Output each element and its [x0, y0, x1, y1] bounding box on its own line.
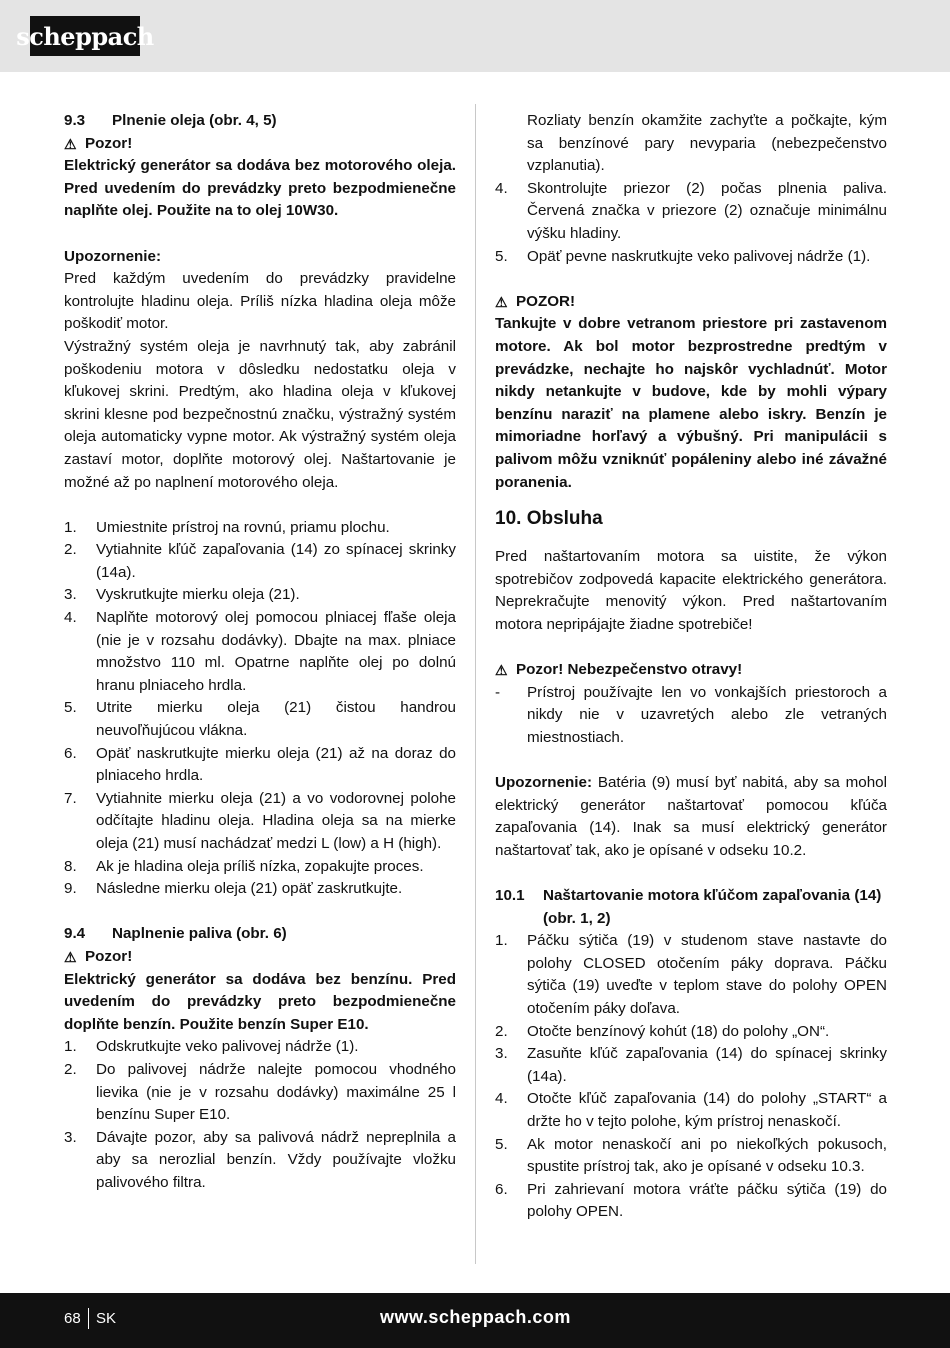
- list-item: [64, 1059, 456, 1127]
- item-number: 3.: [495, 1045, 508, 1063]
- dash-bullet: -: [495, 683, 501, 701]
- list-item: [495, 246, 887, 269]
- fuel-steps-list-continued: [495, 178, 887, 268]
- section-number: 9.4: [64, 925, 86, 943]
- item-text: Následne mierku oleja (21) opäť zaskrutkujte.: [96, 880, 403, 898]
- item-number: 5.: [495, 247, 508, 265]
- fuel-step-continuation: Rozliaty benzín okamžite zachyťte a počkajte, kým sa benzínové pary nevyparia (nebezpečenstvo vzplanutia).: [527, 112, 887, 175]
- item-number: 3.: [64, 586, 77, 604]
- list-item: [64, 788, 456, 856]
- note-paragraph-1: Pred každým uvedením do prevádzky pravidelne kontrolujte hladinu oleja. Príliš nízka hladina oleja môže poškodiť motor.: [64, 270, 456, 333]
- section-number: 9.3: [64, 112, 86, 129]
- item-number: 3.: [64, 1128, 77, 1146]
- item-number: 6.: [495, 1180, 508, 1198]
- item-text: Vyskrutkujte mierku oleja (21).: [96, 586, 300, 604]
- item-number: 1.: [495, 932, 508, 950]
- list-item: [64, 743, 456, 788]
- warning-triangle-icon: ⚠: [495, 662, 508, 679]
- list-item: [64, 697, 456, 742]
- column-divider: [475, 104, 476, 1264]
- section-9-3-heading: [64, 110, 456, 133]
- section-title: Naštartovanie motora kľúčom zapaľovania (14) (obr. 1, 2): [543, 887, 882, 927]
- item-number: 2.: [495, 1022, 508, 1040]
- note-label: Upozornenie:: [495, 774, 593, 792]
- note-paragraph-2: Výstražný systém oleja je navrhnutý tak, aby zabránil poškodeniu motora v dôsledku nedostatku oleja v kľukovej skrini. Predtým, ako hladina oleja v kľukovej skrini klesne pod bezpečnostnú značku, výstražný systém oleja automaticky vypne motor. Ak výstražný systém oleja zastaví motor, doplňte motorový olej. Naštartovanie je možné až po naplnení motorového oleja.: [64, 337, 456, 491]
- top-bar: [0, 0, 950, 72]
- list-item: [64, 584, 456, 607]
- oil-warning-text: Elektrický generátor sa dodáva bez motorového oleja. Pred uvedením do prevádzky preto bezpodmienečne naplňte olej. Použite na to olej 10W30.: [64, 157, 456, 220]
- item-number: 4.: [64, 609, 77, 627]
- warning-heading: [495, 659, 887, 682]
- language-code: SK: [96, 1310, 117, 1327]
- list-item: [495, 1043, 887, 1088]
- note-heading: Upozornenie:: [64, 247, 162, 265]
- list-item: [64, 539, 456, 584]
- warning-triangle-icon: ⚠: [64, 948, 77, 965]
- list-item: [64, 1036, 456, 1059]
- item-text: Umiestnite prístroj na rovnú, priamu plochu.: [96, 518, 390, 536]
- item-number: 2.: [64, 541, 77, 559]
- warning-heading: [64, 133, 456, 156]
- item-text: Otočte kľúč zapaľovania (14) do polohy „START“ a držte ho v tejto polohe, kým prístroj nenaskočí.: [527, 1090, 887, 1130]
- fuel-warning-text: Elektrický generátor sa dodáva bez benzínu. Pred uvedením do prevádzky preto bezpodmienečne doplňte benzín. Použite benzín Super E10.: [64, 970, 456, 1033]
- note-text: Batéria (9) musí byť nabitá, aby sa mohol elektrický generátor naštartovať pomocou kľúča zapaľovania (14). Inak sa musí elektrický generátor naštartovať tak, ako je opísané v odseku 10.2.: [495, 774, 887, 859]
- list-item: [64, 517, 456, 540]
- item-text: Dávajte pozor, aby sa palivová nádrž nepreplnila a aby sa nerozlial benzín. Vždy používajte vložku palivového filtra.: [96, 1128, 456, 1191]
- list-item: [495, 1021, 887, 1044]
- item-text: Opäť pevne naskrutkujte veko palivovej nádrže (1).: [527, 247, 871, 265]
- item-number: 2.: [64, 1060, 77, 1078]
- page-number: 68: [64, 1310, 81, 1327]
- warning-heading: [495, 291, 887, 314]
- list-item: [64, 856, 456, 879]
- item-text: Vytiahnite kľúč zapaľovania (14) zo spínacej skrinky (14a).: [96, 541, 456, 581]
- section-9-4-heading: [64, 923, 456, 946]
- warning-label: Pozor!: [85, 134, 133, 152]
- item-number: 7.: [64, 789, 77, 807]
- poison-warning-text: Prístroj používajte len vo vonkajších priestoroch a nikdy nie v uzavretých alebo zle vetraných miestnostiach.: [527, 683, 887, 746]
- warning-label: Pozor! Nebezpečenstvo otravy!: [516, 661, 743, 679]
- fuel-steps-list: [64, 1036, 456, 1194]
- oil-steps-list: [64, 517, 456, 901]
- item-text: Vytiahnite mierku oleja (21) a vo vodorovnej polohe odčítajte hladinu oleja. Hladina oleja sa na mierke oleja (21) musí nachádzať medzi L (low) a H (high).: [96, 789, 456, 852]
- warning-label: POZOR!: [516, 292, 576, 310]
- operation-intro: Pred naštartovaním motora sa uistite, že výkon spotrebičov zodpovedá kapacite elektrického generátora. Neprekračujte menovitý výkon. Pred naštartovaním motora nepripájajte žiadne spotrebiče!: [495, 548, 887, 633]
- section-title: Plnenie oleja (obr. 4, 5): [112, 112, 277, 129]
- item-number: 5.: [495, 1135, 508, 1153]
- list-item: [64, 878, 456, 901]
- warning-triangle-icon: ⚠: [64, 135, 77, 152]
- poison-warning-item: [495, 682, 887, 750]
- right-column: [495, 110, 887, 1224]
- section-number: 10.1: [495, 887, 525, 904]
- section-10-heading: 10. Obsluha: [495, 508, 603, 530]
- scheppach-logo: scheppach: [30, 16, 140, 56]
- list-item: [64, 1127, 456, 1195]
- item-text: Ak motor nenaskočí ani po niekoľkých pokusoch, spustite prístroj tak, ako je opísané v odseku 10.3.: [527, 1135, 887, 1176]
- section-title: Naplnenie paliva (obr. 6): [112, 925, 287, 943]
- item-text: Zasuňte kľúč zapaľovania (14) do spínacej skrinky (14a).: [527, 1045, 887, 1085]
- item-number: 9.: [64, 880, 77, 898]
- item-text: Ak je hladina oleja príliš nízka, zopakujte proces.: [96, 857, 424, 875]
- item-number: 8.: [64, 857, 77, 875]
- footer-bar: [0, 1293, 950, 1348]
- item-number: 4.: [495, 179, 508, 197]
- item-number: 1.: [64, 518, 77, 536]
- refuel-warning-text: Tankujte v dobre vetranom priestore pri zastavenom motore. Ak bol motor bezprostredne predtým v prevádzke, nechajte ho najskôr vychladnúť. Motor nikdy netankujte v budove, kde by mohli výpary benzínu naraziť na plamene alebo iskry. Benzín je mimoriadne horľavý a výbušný. Pri manipulácii s palivom môžu vzniknúť popáleniny alebo iné závažné poranenia.: [495, 315, 887, 491]
- list-item: [64, 607, 456, 697]
- section-10-1-heading: [495, 885, 887, 930]
- item-text: Naplňte motorový olej pomocou plniacej fľaše oleja (nie je v rozsahu dodávky). Dbajte na max. plniace množstvo 110 ml. Opatrne naplňte olej po dolnú hranu plniaceho hrdla.: [96, 609, 456, 694]
- warning-heading: [64, 946, 456, 969]
- battery-note: [495, 772, 887, 862]
- item-number: 5.: [64, 699, 77, 717]
- item-text: Skontrolujte priezor (2) počas plnenia paliva. Červená značka v priezore (2) označuje minimálnu výšku hladiny.: [527, 179, 887, 242]
- left-column: [64, 110, 456, 1195]
- list-item: [495, 1179, 887, 1224]
- item-text: Utrite mierku oleja (21) čistou handrou neuvoľňujúcou vlákna.: [96, 699, 456, 740]
- item-number: 4.: [495, 1090, 508, 1108]
- warning-triangle-icon: ⚠: [495, 293, 508, 310]
- list-item: [495, 1088, 887, 1133]
- list-item: [495, 1134, 887, 1179]
- item-text: Páčku sýtiča (19) v studenom stave nastavte do polohy CLOSED otočením páky doprava. Páčku sýtiča (19) uveďte v teplom stave do polohy OPEN otočením páky doľava.: [527, 932, 887, 1017]
- item-text: Pri zahrievaní motora vráťte páčku sýtiča (19) do polohy OPEN.: [527, 1180, 887, 1221]
- item-text: Odskrutkujte veko palivovej nádrže (1).: [96, 1038, 359, 1056]
- list-item: [495, 178, 887, 246]
- start-steps-list: [495, 930, 887, 1224]
- item-text: Do palivovej nádrže nalejte pomocou vhodného lievika (nie je v rozsahu dodávky) maximálne 25 l benzínu Super E10.: [96, 1060, 456, 1124]
- list-item: [495, 930, 887, 1020]
- item-text: Opäť naskrutkujte mierku oleja (21) až na doraz do plniaceho hrdla.: [96, 744, 456, 785]
- footer-separator: [88, 1308, 89, 1329]
- website-url[interactable]: www.scheppach.com: [380, 1307, 571, 1327]
- warning-label: Pozor!: [85, 947, 133, 965]
- item-number: 1.: [64, 1038, 77, 1056]
- item-number: 6.: [64, 744, 77, 762]
- item-text: Otočte benzínový kohút (18) do polohy „ON“.: [527, 1022, 830, 1040]
